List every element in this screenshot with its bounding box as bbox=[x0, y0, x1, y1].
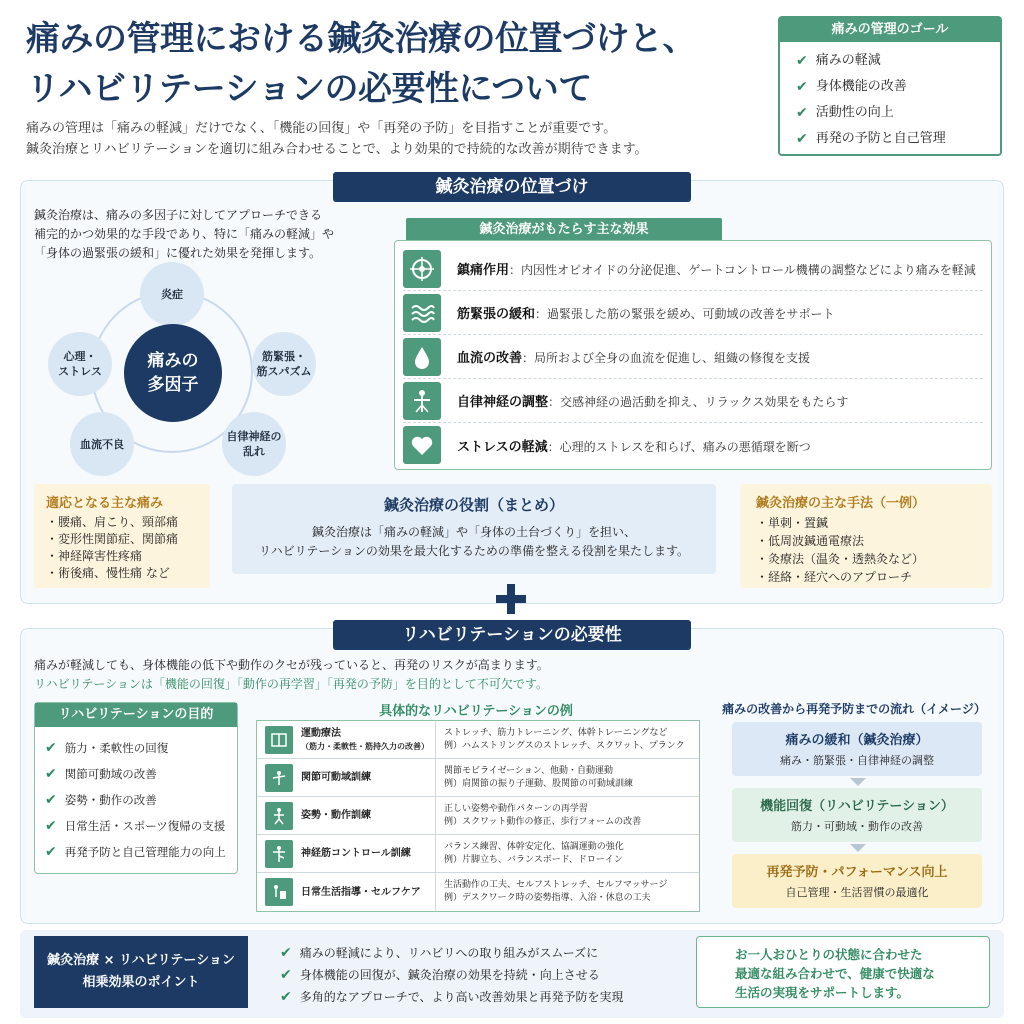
check-icon: ✔ bbox=[45, 740, 57, 756]
table-row bbox=[257, 835, 699, 873]
training-name: 姿勢・動作訓練 bbox=[301, 810, 371, 821]
synergy-points bbox=[280, 942, 680, 1008]
effect-row bbox=[403, 247, 983, 291]
title-line-1: 痛みの管理における鍼灸治療の位置づけと、 bbox=[26, 19, 696, 59]
indicated-pain-title: 適応となる主な痛み bbox=[46, 496, 164, 511]
flow-step-sub: 痛み・筋緊張・自律神経の調整 bbox=[780, 754, 934, 767]
effect-desc: ：局所および全身の血流を促進し、組織の修復を支援 bbox=[522, 351, 811, 365]
training-desc: 生活動作の工夫、セルフストレッチ、セルフマッサージ 例）デスクワーク時の姿勢指導、入浴・休息の工夫 bbox=[435, 873, 699, 911]
effects-title: 鍼灸治療がもたらす主な効果 bbox=[406, 218, 722, 242]
effect-row bbox=[403, 379, 983, 423]
effect-name: 鎮痛作用 bbox=[457, 263, 510, 278]
purpose-item: ✔ 筋力・柔軟性の回復 bbox=[45, 735, 237, 761]
effect-name: ストレスの軽減 bbox=[457, 439, 548, 455]
check-icon: ✔ bbox=[280, 945, 292, 961]
selfcare-icon bbox=[265, 878, 293, 906]
list-item: ・変形性関節症、関節痛 bbox=[46, 532, 179, 546]
drop-icon bbox=[403, 338, 441, 376]
rehab-description bbox=[34, 656, 694, 694]
flow-step-title: 機能回復（リハビリテーション） bbox=[760, 799, 954, 814]
goal-item bbox=[796, 74, 1000, 100]
goal-item-label: 痛みの軽減 bbox=[815, 53, 881, 68]
role-summary-box bbox=[232, 484, 716, 574]
check-icon: ✔ bbox=[45, 766, 57, 782]
table-row bbox=[257, 873, 699, 911]
training-name: 日常生活指導・セルフケア bbox=[301, 886, 421, 898]
acupuncture-section-title: 鍼灸治療の位置づけ bbox=[333, 172, 691, 202]
desc-line: 補完的かつ効果的な手段であり、特に「痛みの軽減」や bbox=[34, 227, 335, 241]
target-icon bbox=[403, 250, 441, 288]
goal-item bbox=[796, 48, 1000, 74]
table-row bbox=[257, 797, 699, 835]
intro-text bbox=[26, 118, 766, 160]
factor-inflammation: 炎症 bbox=[140, 262, 204, 326]
list-item: ・単刺・置鍼 bbox=[756, 516, 829, 530]
table-row bbox=[257, 721, 699, 759]
training-desc: 関節モビライゼーション、他動・自動運動 例）肩関節の振り子運動、股関節の可動域訓練 bbox=[435, 759, 699, 797]
effect-name: 血流の改善 bbox=[457, 351, 523, 366]
goal-item bbox=[796, 126, 1000, 152]
arrow-down-icon bbox=[850, 778, 866, 786]
goal-box bbox=[778, 16, 1002, 156]
effect-row bbox=[403, 335, 983, 379]
intro-line-2: 鍼灸治療とリハビリテーションを適切に組み合わせることで、より効果的で持続的な改善が期待できます。 bbox=[26, 142, 648, 157]
center-pain-factors: 痛みの 多因子 bbox=[124, 324, 222, 422]
purpose-item: ✔ 姿勢・動作の改善 bbox=[45, 787, 237, 813]
flow-step-sub: 自己管理・生活習慣の最適化 bbox=[785, 886, 929, 899]
intro-line-1: 痛みの管理は「痛みの軽減」だけでなく、「機能の回復」や「再発の予防」を目指すことが重要です。 bbox=[26, 121, 617, 136]
effect-name: 筋緊張の緩和 bbox=[457, 307, 536, 322]
factor-autonomic: 自律神経の 乱れ bbox=[222, 412, 286, 476]
techniques-title: 鍼灸治療の主な手法（一例） bbox=[756, 496, 926, 511]
balance-icon bbox=[265, 840, 293, 868]
flow-step-relief bbox=[732, 722, 982, 776]
arrow-down-icon bbox=[850, 844, 866, 852]
goal-title: 痛みの管理のゴール bbox=[780, 18, 1000, 42]
check-icon: ✔ bbox=[45, 792, 57, 808]
effect-desc: ：交感神経の過活動を抑え、リラックス効果をもたらす bbox=[548, 395, 849, 409]
goal-item bbox=[796, 100, 1000, 126]
list-item: ・経絡・経穴へのアプローチ bbox=[756, 570, 913, 584]
title-line-2: リハビリテーションの必要性について bbox=[26, 69, 592, 109]
list-item: ・腰痛、肩こり、頸部痛 bbox=[46, 515, 179, 529]
desc-line: 「身体の過緊張の緩和」に優れた効果を発揮します。 bbox=[34, 246, 322, 260]
flow-title: 痛みの改善から再発予防までの流れ（イメージ） bbox=[722, 702, 986, 716]
effect-name: 自律神経の調整 bbox=[457, 395, 549, 410]
purpose-item: ✔ 再発予防と自己管理能力の向上 bbox=[45, 839, 237, 865]
rehab-purpose-box bbox=[34, 702, 238, 874]
list-item: ✔ 身体機能の回復が、鍼灸治療の効果を持続・向上させる bbox=[280, 964, 680, 986]
desc-line: 痛みが軽減しても、身体機能の低下や動作のクセが残っていると、再発のリスクが高まります。 bbox=[34, 658, 549, 672]
effects-list bbox=[394, 240, 992, 470]
training-desc: バランス練習、体幹安定化、協調運動の強化 例）片脚立ち、バランスボード、ドローイン bbox=[435, 835, 699, 873]
check-icon: ✔ bbox=[796, 53, 808, 69]
purpose-item: ✔ 日常生活・スポーツ復帰の支援 bbox=[45, 813, 237, 839]
factor-muscle-tension: 筋緊張・ 筋スパズム bbox=[252, 332, 316, 396]
training-name: 関節可動域訓練 bbox=[301, 772, 371, 783]
training-name: 運動療法 （筋力・柔軟性・筋持久力の改善） bbox=[301, 727, 429, 751]
factor-psych-stress: 心理・ ストレス bbox=[48, 332, 112, 396]
effect-desc: ：心理的ストレスを和らげ、痛みの悪循環を断つ bbox=[547, 439, 811, 454]
role-title: 鍼灸治療の役割（まとめ） bbox=[383, 496, 564, 514]
check-icon: ✔ bbox=[280, 967, 292, 983]
exercise-icon bbox=[265, 726, 293, 754]
table-row bbox=[257, 759, 699, 797]
role-line: リハビリテーションの効果を最大化するための準備を整える役割を果たします。 bbox=[259, 544, 689, 558]
goal-item-label: 身体機能の改善 bbox=[815, 79, 907, 94]
heart-icon bbox=[403, 426, 441, 464]
training-desc: 正しい姿勢や動作パターンの再学習 例）スクワット動作の修正、歩行フォームの改善 bbox=[435, 797, 699, 835]
check-icon: ✔ bbox=[796, 131, 808, 147]
pain-factors-diagram bbox=[40, 262, 340, 477]
training-name: 神経筋コントロール訓練 bbox=[301, 848, 411, 859]
flow-step-recovery bbox=[732, 788, 982, 842]
rehab-purpose-title: リハビリテーションの目的 bbox=[35, 703, 237, 727]
wave-icon bbox=[403, 294, 441, 332]
flow-step-prevention bbox=[732, 854, 982, 908]
list-item: ・術後痛、慢性痛 など bbox=[46, 566, 170, 580]
indicated-pain-box bbox=[34, 484, 210, 588]
flow-step-sub: 筋力・可動域・動作の改善 bbox=[791, 820, 923, 833]
plus-icon bbox=[493, 582, 529, 616]
list-item: ✔ 多角的なアプローチで、より高い改善効果と再発予防を実現 bbox=[280, 986, 680, 1008]
techniques-box bbox=[740, 484, 992, 588]
list-item: ・灸療法（温灸・透熱灸など） bbox=[756, 552, 925, 566]
list-item: ・神経障害性疼痛 bbox=[46, 549, 143, 563]
factor-blood-flow: 血流不良 bbox=[70, 412, 134, 476]
rehab-section-title: リハビリテーションの必要性 bbox=[333, 620, 691, 650]
purpose-item: ✔ 関節可動域の改善 bbox=[45, 761, 237, 787]
check-icon: ✔ bbox=[280, 989, 292, 1005]
check-icon: ✔ bbox=[796, 105, 808, 121]
synergy-tag: 鍼灸治療 × リハビリテーション 相乗効果のポイント bbox=[34, 936, 248, 1008]
posture-icon bbox=[265, 802, 293, 830]
effect-desc: ：内因性オピオイドの分泌促進、ゲートコントロール機構の調整などにより痛みを軽減 bbox=[509, 263, 976, 277]
goal-item-label: 再発の予防と自己管理 bbox=[815, 131, 946, 146]
body-icon bbox=[403, 382, 441, 420]
list-item: ✔ 痛みの軽減により、リハビリへの取り組みがスムーズに bbox=[280, 942, 680, 964]
flow-step-title: 痛みの緩和（鍼灸治療） bbox=[785, 733, 929, 748]
check-icon: ✔ bbox=[45, 818, 57, 834]
check-icon: ✔ bbox=[45, 844, 57, 860]
training-title: 具体的なリハビリテーションの例 bbox=[379, 704, 573, 719]
support-message: お一人おひとりの状態に合わせた 最適な組み合わせで、健康で快適な 生活の実現をサポートします。 bbox=[696, 936, 990, 1008]
training-table bbox=[256, 720, 700, 912]
list-item: ・低周波鍼通電療法 bbox=[756, 534, 865, 548]
goal-item-label: 活動性の向上 bbox=[815, 105, 894, 120]
effect-row bbox=[403, 291, 983, 335]
desc-line: リハビリテーションは「機能の回復」「動作の再学習」「再発の予防」を目的として不可欠です。 bbox=[34, 677, 548, 691]
role-line: 鍼灸治療は「痛みの軽減」や「身体の土台づくり」を担い、 bbox=[311, 525, 636, 539]
page-title bbox=[26, 14, 766, 114]
check-icon: ✔ bbox=[796, 79, 808, 95]
acupuncture-description bbox=[34, 206, 384, 263]
training-desc: ストレッチ、筋力トレーニング、体幹トレーニングなど 例）ハムストリングスのストレッチ、スクワット、プランク bbox=[435, 721, 699, 759]
effect-desc: ：過緊張した筋の緊張を緩め、可動域の改善をサポート bbox=[535, 307, 835, 321]
flow-step-title: 再発予防・パフォーマンス向上 bbox=[766, 865, 948, 880]
desc-line: 鍼灸治療は、痛みの多因子に対してアプローチできる bbox=[34, 208, 323, 222]
effect-row bbox=[403, 423, 983, 467]
joint-icon bbox=[265, 764, 293, 792]
